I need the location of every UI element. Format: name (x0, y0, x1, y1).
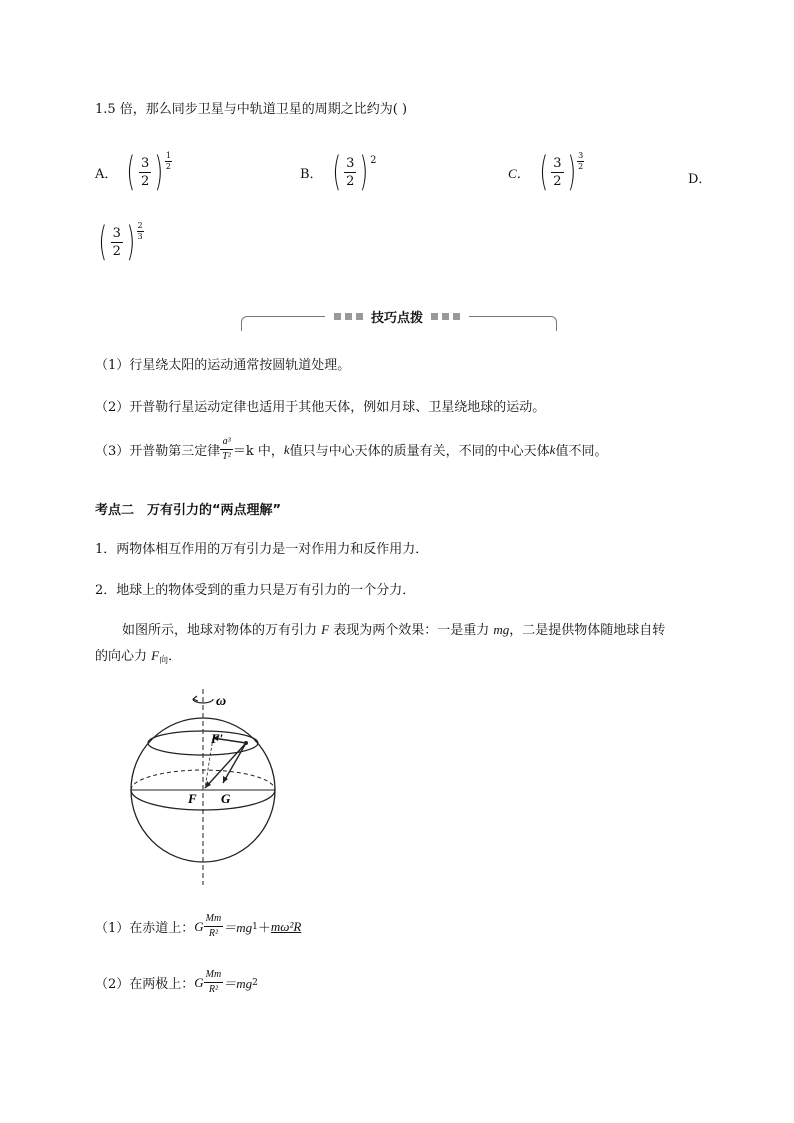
f-prime-label: F′ (211, 731, 224, 746)
kepler-fraction (220, 437, 233, 462)
eq1-num: Mm (204, 914, 224, 927)
option-d-base-den: 2 (112, 243, 121, 259)
eq2-fraction (204, 970, 224, 995)
option-c-expression: ( $\frac{3}{2}$ ) $\frac{3}{2}$ (539, 149, 584, 195)
section-point-1: 1．两物体相互作用的万有引力是一对作用力和反作用力． (95, 542, 429, 557)
eq2-num: Mm (204, 970, 224, 983)
section-heading: 考点二 万有引力的“两点理解” (95, 503, 282, 518)
option-a-exp-num: 1 (165, 150, 171, 160)
option-b (300, 149, 377, 195)
decor-square-icon (345, 313, 352, 320)
eq1-sub: 1 (252, 921, 258, 932)
section-paragraph-line-1 (122, 619, 665, 638)
f-label: F (188, 791, 197, 806)
decor-square-icon (356, 313, 363, 320)
eq2-label: （2）在两极上： (95, 977, 195, 992)
p4-b: ． (168, 649, 182, 664)
equation-2 (95, 970, 258, 995)
tip-item-2: （2）开普勒行星运动定律也适用于其他天体，例如月球、卫星绕地球的运动。 (95, 400, 546, 415)
option-b-base-den: 2 (346, 173, 355, 189)
option-b-exp: 2 (370, 154, 377, 166)
kepler-den: T² (222, 451, 231, 462)
eq1-rhs-c: mω²R (270, 918, 302, 934)
option-a-base-num: 3 (141, 155, 150, 171)
decor-square-icon (334, 313, 341, 320)
option-d-expression: ( $\frac{3}{2}$ ) $\frac{2}{3}$ (98, 219, 143, 265)
tip-item-3 (95, 437, 607, 462)
p4-F: F (151, 648, 160, 663)
option-c-exp-num: 3 (578, 150, 584, 160)
eq2-den: R² (208, 984, 218, 995)
eq1-fraction (204, 914, 224, 939)
option-d-exp-den: 3 (137, 231, 143, 241)
p3-b: 表现为两个效果：一是重力 (329, 623, 494, 638)
question-intro: 1.5 倍，那么同步卫星与中轨道卫星的周期之比约为( ) (95, 102, 408, 117)
option-b-base-num: 3 (346, 155, 355, 171)
decor-square-icon (442, 313, 449, 320)
p4-a: 的向心力 (95, 649, 152, 664)
option-a-label: A． (95, 166, 118, 182)
tip-item-3-end: 值不同。 (555, 444, 608, 459)
option-d-base-num: 3 (112, 225, 121, 241)
option-b-label: B． (300, 166, 323, 182)
decor-square-icon (431, 313, 438, 320)
kepler-num: a³ (220, 437, 233, 450)
tip-item-1: （1）行星绕太阳的运动通常按圆轨道处理。 (95, 358, 351, 373)
option-a-exp-den: 2 (165, 161, 171, 171)
tip-item-3-pre: （3）开普勒第三定律 (95, 444, 221, 459)
decor-square-icon (453, 313, 460, 320)
p3-c: ，二是提供物体随地球自转 (509, 623, 666, 638)
option-c-exp-den: 2 (578, 161, 584, 171)
eq1-den: R² (208, 928, 218, 939)
option-b-expression: ( $\frac{3}{2}$ ) 2 (332, 149, 377, 195)
eq1-rhs-b: ＋ (257, 921, 271, 936)
tip-item-3-post: 值只与中心天体的质量有关，不同的中心天体 (289, 444, 550, 459)
weight-arrow (223, 743, 246, 783)
option-a (95, 149, 172, 195)
equator-front (131, 790, 275, 810)
eq1-label: （1）在赤道上： (95, 921, 195, 936)
tip-item-3-k: k (283, 441, 290, 457)
option-a-base-den: 2 (141, 173, 150, 189)
p3-a: 如图所示，地球对物体的万有引力 (122, 623, 322, 638)
option-c (508, 149, 584, 195)
tips-title-banner (325, 306, 469, 326)
option-c-base-den: 2 (553, 173, 562, 189)
tips-title: 技巧点拨 (370, 310, 423, 326)
p4-sub: 向 (159, 656, 169, 666)
omega-label: ω (216, 694, 227, 709)
tip-item-3-k2: k (549, 441, 556, 457)
eq2-sub: 2 (252, 977, 258, 988)
option-a-expression: ( $\frac{3}{2}$ ) $\frac{1}{2}$ (126, 149, 171, 195)
option-d-label: D． (688, 172, 712, 187)
option-c-label: C． (508, 165, 530, 181)
eq2-G: G (194, 974, 204, 990)
equation-1 (95, 914, 301, 939)
option-d-exp-num: 2 (137, 220, 143, 230)
eq1-rhs-a: ＝mg (223, 920, 253, 935)
g-label: G (221, 791, 231, 806)
section-point-2: 2．地球上的物体受到的重力只是万有引力的一个分力． (95, 583, 416, 598)
eq2-rhs-a: ＝mg (223, 976, 253, 991)
earth-force-diagram (125, 685, 295, 890)
option-c-base-num: 3 (553, 155, 562, 171)
p3-mg: mg (493, 622, 510, 637)
p3-F: F (321, 622, 330, 637)
section-paragraph-line-2 (95, 645, 181, 666)
tip-item-3-eq: ＝k 中， (232, 444, 284, 459)
eq1-G: G (194, 918, 204, 934)
